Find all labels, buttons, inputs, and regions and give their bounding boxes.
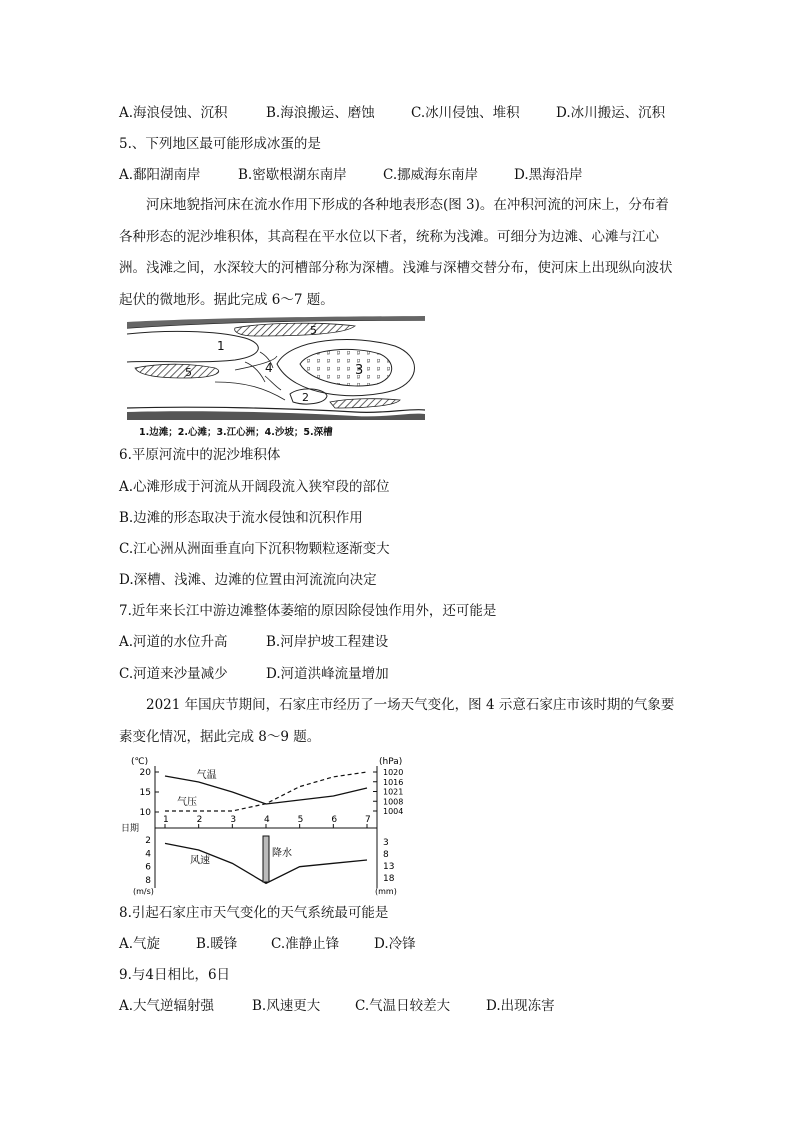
q4-option-d: D.冰川搬运、沉积 xyxy=(556,105,666,121)
q6-option-d: D.深槽、浅滩、边滩的位置由河流流向决定 xyxy=(119,572,377,588)
q6-stem: 6.平原河流中的泥沙堆积体 xyxy=(119,447,281,463)
q7-option-d: D.河道洪峰流量增加 xyxy=(266,666,389,682)
q8-stem: 8.引起石家庄市天气变化的天气系统最可能是 xyxy=(119,905,389,921)
precipitation-bar xyxy=(263,836,269,882)
q9-option-a: A.大气逆辐射强 xyxy=(119,998,215,1014)
pressure-tick-label: 1020 xyxy=(383,768,404,777)
right-bottom-unit: (mm) xyxy=(375,887,397,896)
precip-tick-label: 18 xyxy=(383,874,395,884)
wind-speed-series-label: 风速 xyxy=(190,855,210,867)
q8-option-a: A.气旋 xyxy=(119,936,161,952)
pressure-tick-label: 1004 xyxy=(383,807,404,816)
left-bottom-unit: (m/s) xyxy=(133,887,154,896)
figure-3-river-bed xyxy=(125,316,425,442)
precip-tick-label: 8 xyxy=(383,850,389,860)
q4-option-a: A.海浪侵蚀、沉积 xyxy=(119,105,228,121)
fig3-label-2: 2 xyxy=(302,391,309,404)
right-top-unit: (hPa) xyxy=(379,757,403,767)
pressure-tick-label: 1021 xyxy=(383,787,404,797)
q5-stem: 5.、下列地区最可能形成冰蛋的是 xyxy=(119,136,321,152)
fig3-label-3: 3 xyxy=(355,363,364,378)
q6-option-b: B.边滩的形态取决于流水侵蚀和沉积作用 xyxy=(119,510,363,526)
date-tick-label: 4 xyxy=(264,815,270,825)
wind-tick-label: 6 xyxy=(145,862,151,873)
date-tick-label: 1 xyxy=(163,815,169,825)
wind-tick-label: 4 xyxy=(145,849,151,860)
q7-option-a: A.河道的水位升高 xyxy=(119,634,228,650)
fig3-label-5b: 5 xyxy=(185,366,192,379)
precipitation-series-label: 降水 xyxy=(272,848,292,859)
q8-option-b: B.暖锋 xyxy=(196,936,238,952)
passage-river-landforms: 河床地貌指河床在流水作用下形成的各种地表形态(图 3)。在冲积河流的河床上，分布着各种形态的泥沙堆积体，其高程在平水位以下者，统称为浅滩。可细分为边滩、心滩与江心洲。浅滩之间，水深较大的河槽部分称为深槽。浅滩与深槽交替分布，使河床上出现纵向波状起伏的微地形。据此完成 6～7 题。 xyxy=(119,197,673,308)
q8-option-c: C.准静止锋 xyxy=(271,936,340,952)
wind-tick-label: 2 xyxy=(145,836,151,846)
wind-tick-label: 8 xyxy=(145,876,151,886)
q9-option-c: C.气温日较差大 xyxy=(355,998,451,1014)
pressure-tick-label: 1008 xyxy=(383,797,404,807)
figure-4-weather-chart xyxy=(115,752,415,897)
q9-option-d: D.出现冻害 xyxy=(486,998,555,1014)
q9-option-b: B.风速更大 xyxy=(252,998,321,1014)
temperature-series-label: 气温 xyxy=(196,770,217,781)
left-top-unit: (℃) xyxy=(131,757,149,767)
q5-option-a: A.鄱阳湖南岸 xyxy=(119,167,201,183)
q6-option-c: C.江心洲从洲面垂直向下沉积物颗粒逐渐变大 xyxy=(119,541,390,557)
q8-option-d: D.冷锋 xyxy=(374,936,416,952)
temp-tick-label: 20 xyxy=(139,768,151,778)
precip-tick-label: 13 xyxy=(383,862,395,872)
q4-option-b: B.海浪搬运、磨蚀 xyxy=(266,105,375,121)
temp-tick-label: 10 xyxy=(139,808,151,818)
pressure-tick-label: 1016 xyxy=(383,777,404,787)
figure-3-caption: 1.边滩；2.心滩；3.江心洲；4.沙坡；5.深槽 xyxy=(139,427,333,438)
q6-option-a: A.心滩形成于河流从开阔段流入狭窄段的部位 xyxy=(119,479,390,495)
q9-stem: 9.与4日相比，6日 xyxy=(119,967,231,983)
q5-option-d: D.黑海沿岸 xyxy=(514,167,583,183)
precip-tick-label: 3 xyxy=(383,838,389,848)
fig3-label-1: 1 xyxy=(217,339,225,353)
fig3-label-5a: 5 xyxy=(310,324,317,337)
passage-weather: 2021 年国庆节期间，石家庄市经历了一场天气变化，图 4 示意石家庄市该时期的气象要素变化情况，据此完成 8～9 题。 xyxy=(119,697,675,745)
date-tick-label: 5 xyxy=(297,815,304,825)
q7-option-c: C.河道来沙量减少 xyxy=(119,666,228,682)
pressure-series-label: 气压 xyxy=(177,797,197,808)
temp-tick-label: 15 xyxy=(139,788,151,798)
date-tick-label: 7 xyxy=(365,815,371,825)
q5-option-b: B.密歇根湖东南岸 xyxy=(238,167,347,183)
fig3-label-4: 4 xyxy=(265,361,273,375)
date-tick-label: 3 xyxy=(230,815,237,825)
q4-option-c: C.冰川侵蚀、堆积 xyxy=(411,105,520,121)
date-axis-label: 日期 xyxy=(121,824,140,834)
q7-option-b: B.河岸护坡工程建设 xyxy=(266,634,389,650)
q5-option-c: C.挪威海东南岸 xyxy=(383,167,479,183)
date-tick-label: 6 xyxy=(331,815,338,825)
date-tick-label: 2 xyxy=(196,815,203,825)
weather-chart-svg xyxy=(115,752,415,897)
q7-stem: 7.近年来长江中游边滩整体萎缩的原因除侵蚀作用外，还可能是 xyxy=(119,603,497,619)
